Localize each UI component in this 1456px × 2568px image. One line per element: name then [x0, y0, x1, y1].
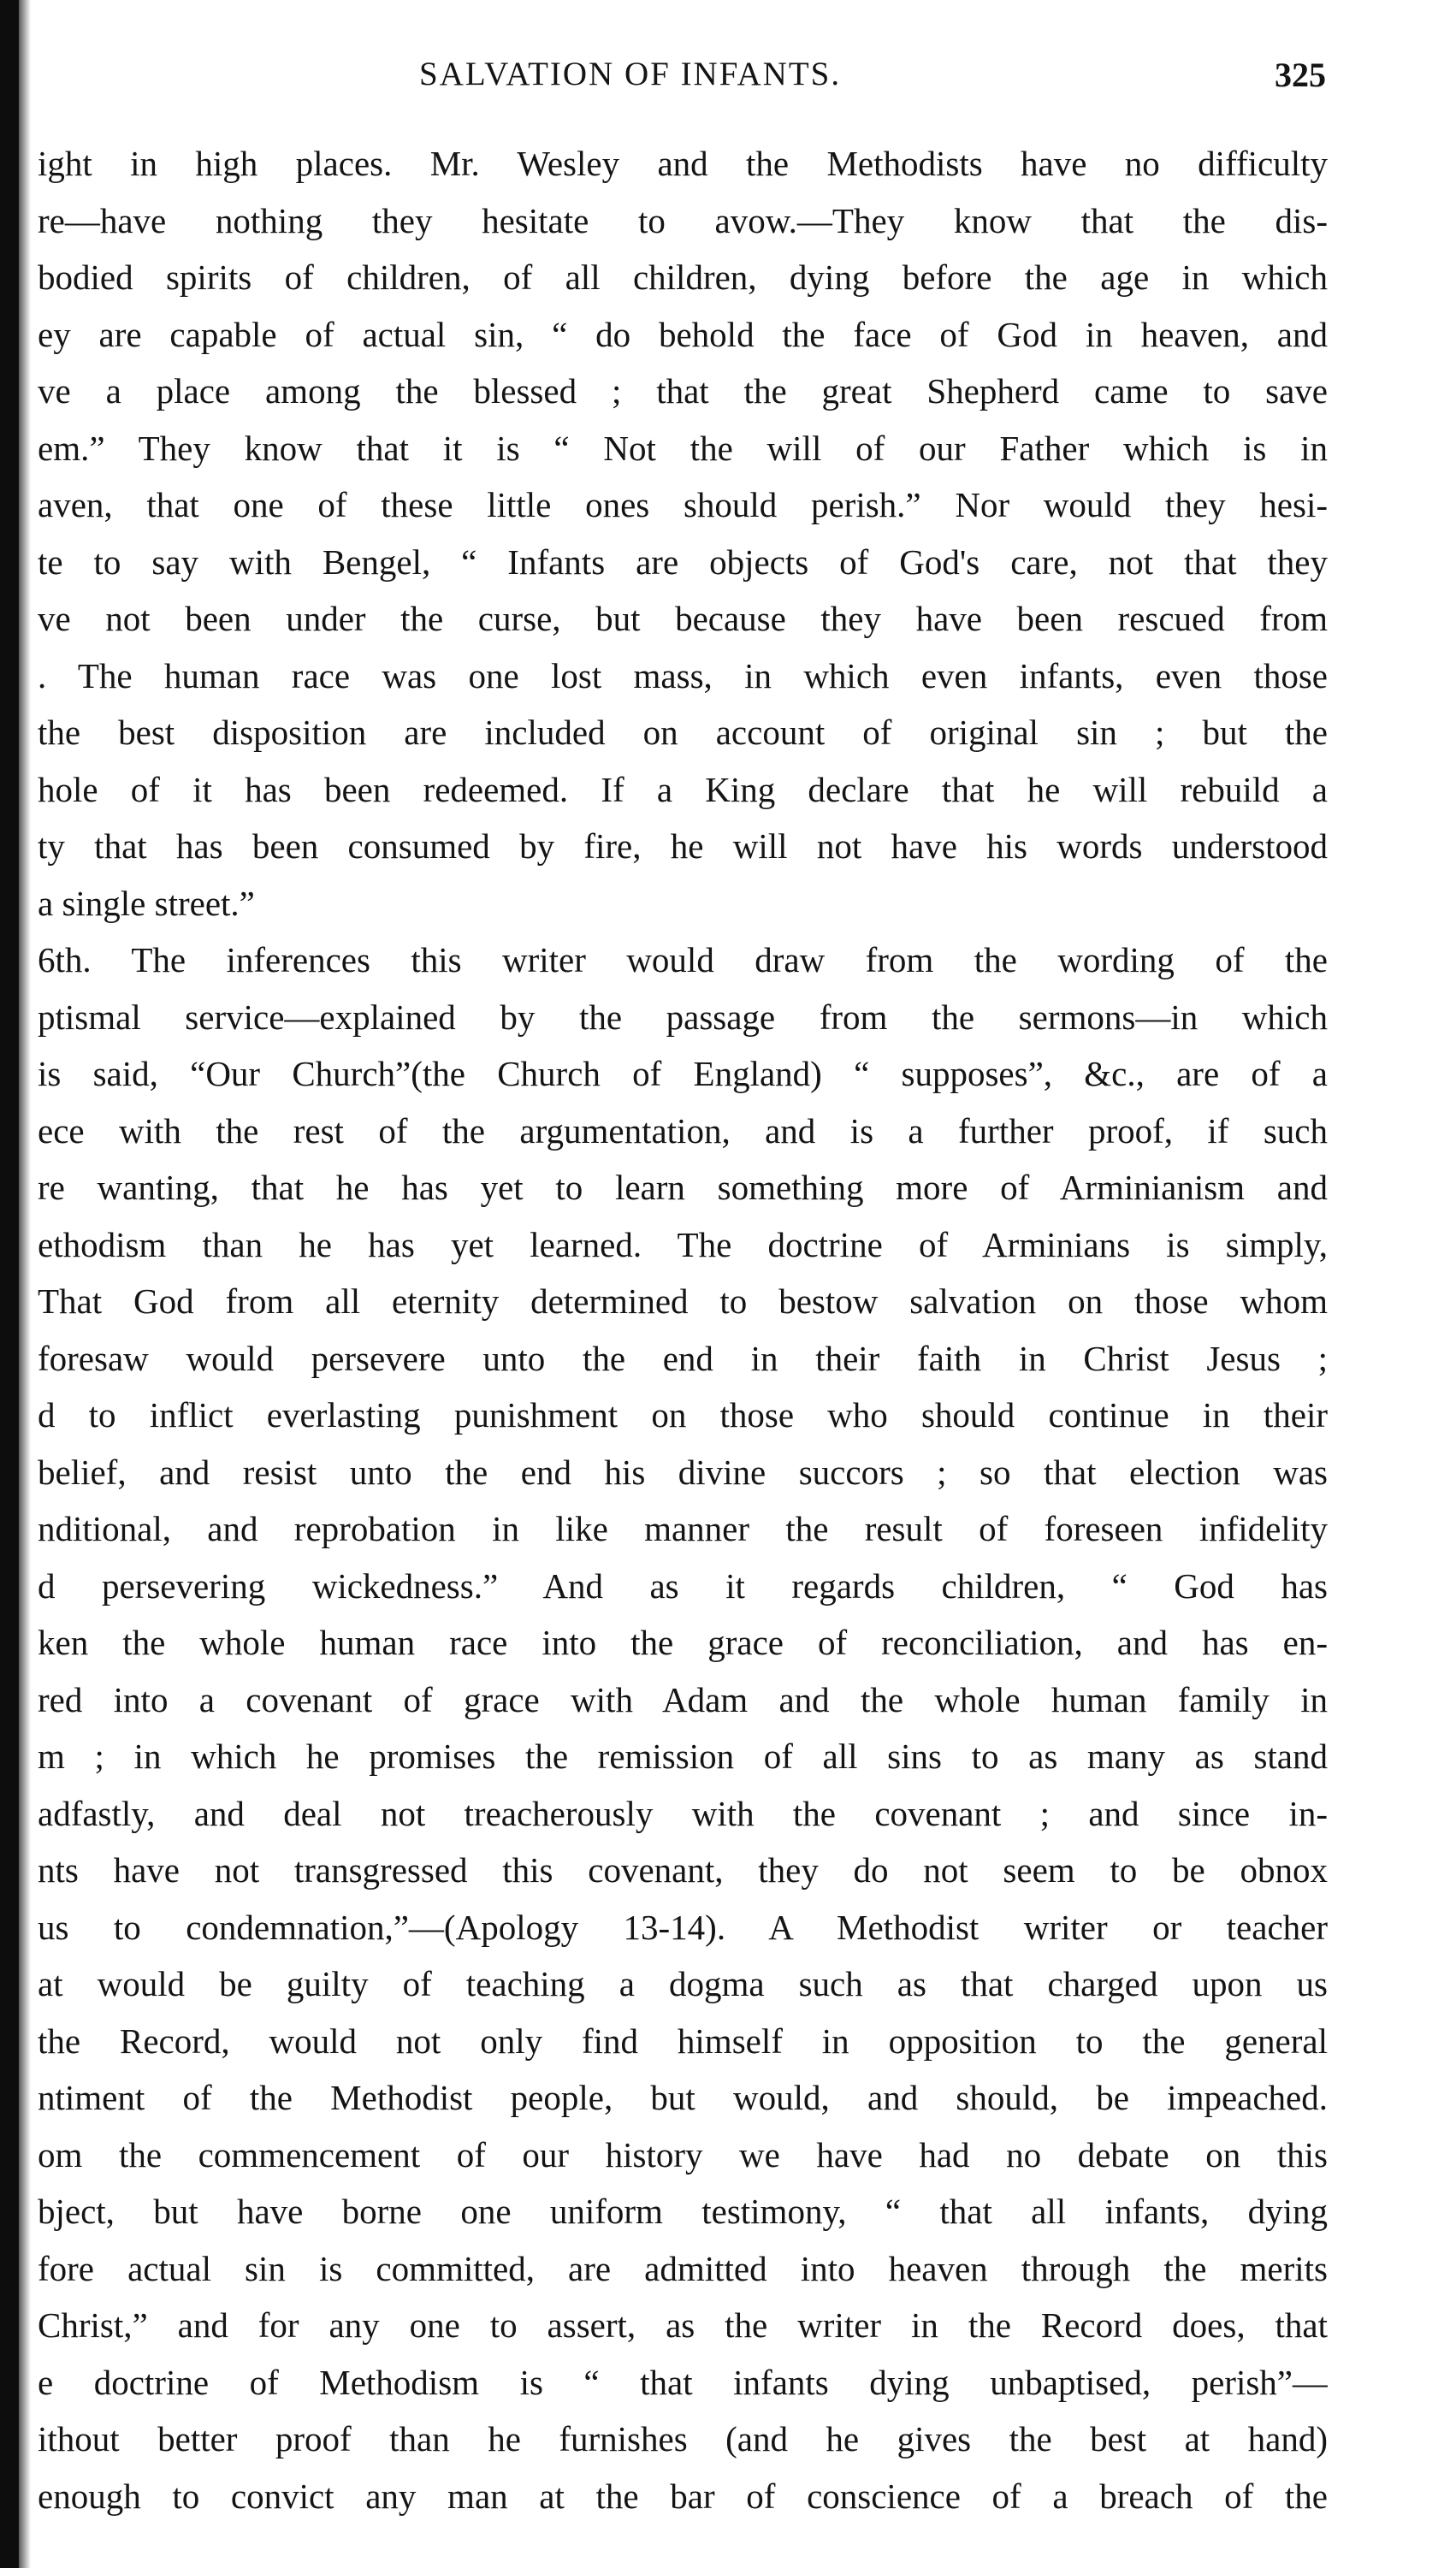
text-line: ithout better proof than he furnishes (and he gives the best at hand)	[38, 2419, 1328, 2459]
text-line: m ; in which he promises the remission of all sins to as many as stand	[38, 1737, 1328, 1776]
text-line: fore actual sin is committed, are admitted into heaven through the merits	[38, 2248, 1328, 2288]
text-line: . The human race was one lost mass, in which even infants, even those	[38, 655, 1328, 695]
page-header	[34, 55, 1326, 106]
text-line: te to say with Bengel, “ Infants are objects of God's care, not that they	[38, 541, 1328, 582]
text-line: ight in high places. Mr. Wesley and the Methodists have no difficulty	[38, 144, 1328, 183]
binding-edge	[0, 0, 19, 2568]
text-line: ey are capable of actual sin, “ do behold the face of God in heaven, and	[38, 314, 1328, 354]
text-line: 6th. The inferences this writer would draw from the wording of the	[38, 940, 1328, 979]
text-line: ve a place among the blessed ; that the great Shepherd came to save	[38, 371, 1328, 411]
text-line: re wanting, that he has yet to learn something more of Arminianism and	[38, 1168, 1328, 1207]
text-line: ken the whole human race into the grace of reconciliation, and has en-	[38, 1623, 1328, 1662]
text-line: ve not been under the curse, but because they have been rescued from	[38, 599, 1328, 638]
text-line: ntiment of the Methodist people, but would, and should, be impeached.	[38, 2078, 1328, 2117]
text-line: d persevering wickedness.” And as it regards children, “ God has	[38, 1565, 1328, 1606]
text-line: the best disposition are included on account of original sin ; but the	[38, 713, 1328, 752]
page-number: 325	[1275, 56, 1326, 94]
text-line: us to condemnation,”—(Apology 13-14). A Methodist writer or teacher	[38, 1907, 1328, 1947]
text-line: at would be guilty of teaching a dogma such as that charged upon us	[38, 1964, 1328, 2003]
text-line: e doctrine of Methodism is “ that infants dying unbaptised, perish”—	[38, 2362, 1328, 2402]
text-line: nts have not transgressed this covenant, they do not seem to be obnox	[38, 1850, 1328, 1890]
text-line: foresaw would persevere unto the end in their faith in Christ Jesus ;	[38, 1338, 1328, 1378]
text-line: nditional, and reprobation in like manner the result of foreseen infidelity	[38, 1509, 1328, 1548]
text-line: aven, that one of these little ones should perish.” Nor would they hesi-	[38, 485, 1328, 524]
text-line: ptismal service—explained by the passage from the sermons—in which	[38, 997, 1328, 1037]
text-line: is said, “Our Church”(the Church of England) “ supposes”, &c., are of a	[38, 1054, 1328, 1093]
running-title: SALVATION OF INFANTS.	[419, 56, 842, 92]
text-line: ethodism than he has yet learned. The doctrine of Arminians is simply,	[38, 1224, 1328, 1264]
text-line: re—have nothing they hesitate to avow.—They know that the dis-	[38, 200, 1328, 240]
body-text	[38, 135, 1328, 2524]
text-line: ty that has been consumed by fire, he will not have his words understood	[38, 826, 1328, 866]
text-line: em.” They know that it is “ Not the will of our Father which is in	[38, 428, 1328, 468]
text-line: a single street.”	[38, 883, 255, 923]
binding-shadow	[19, 0, 31, 2568]
text-line: ece with the rest of the argumentation, and is a further proof, if such	[38, 1110, 1328, 1151]
text-line: That God from all eternity determined to bestow salvation on those whom	[38, 1281, 1328, 1321]
text-line: adfastly, and deal not treacherously with the covenant ; and since in-	[38, 1793, 1328, 1833]
text-line: red into a covenant of grace with Adam and the whole human family in	[38, 1679, 1328, 1719]
text-line: bodied spirits of children, of all children, dying before the age in which	[38, 257, 1328, 297]
text-line: hole of it has been redeemed. If a King declare that he will rebuild a	[38, 769, 1328, 809]
text-line: the Record, would not only find himself in opposition to the general	[38, 2021, 1328, 2061]
text-line: belief, and resist unto the end his divine succors ; so that election was	[38, 1452, 1328, 1492]
text-line: d to inflict everlasting punishment on those who should continue in their	[38, 1395, 1328, 1435]
text-line: om the commencement of our history we have had no debate on this	[38, 2134, 1328, 2175]
text-line: bject, but have borne one uniform testimony, “ that all infants, dying	[38, 2192, 1328, 2231]
text-line: enough to convict any man at the bar of conscience of a breach of the	[38, 2476, 1328, 2516]
text-line: Christ,” and for any one to assert, as the writer in the Record does, that	[38, 2305, 1328, 2345]
